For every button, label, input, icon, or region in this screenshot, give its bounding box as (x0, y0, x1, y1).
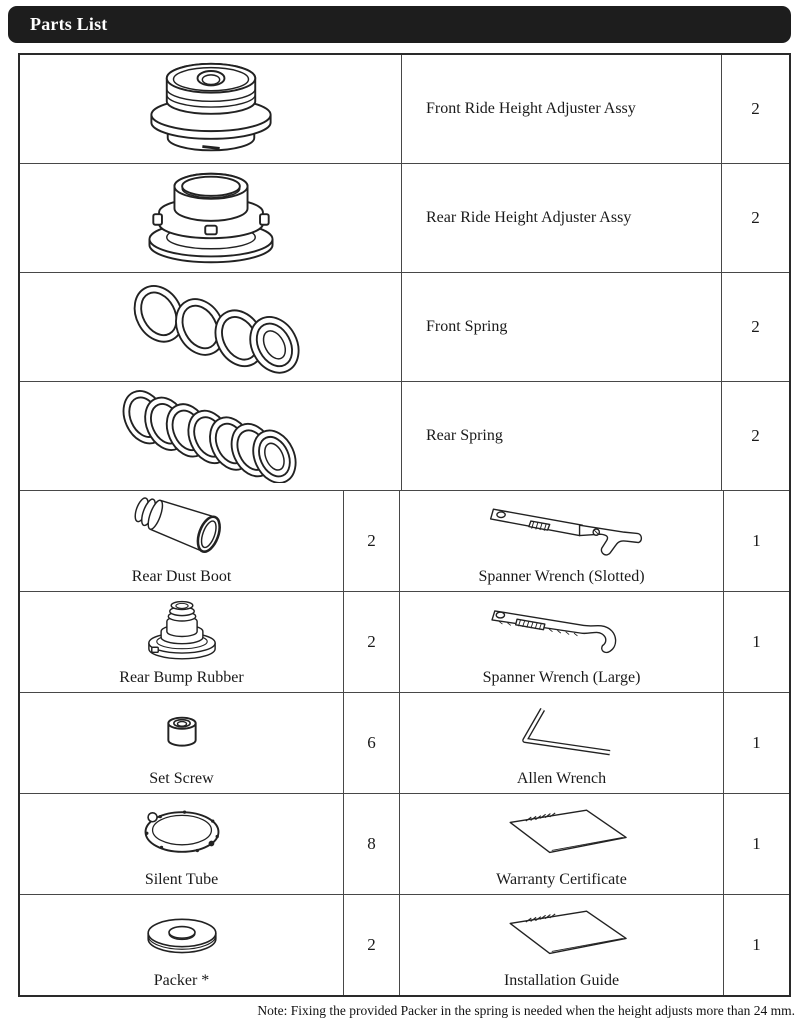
part-image (400, 794, 723, 870)
part-name: Spanner Wrench (Slotted) (478, 568, 645, 585)
set-screw-icon (117, 705, 247, 757)
part-cell (400, 895, 724, 995)
table-row (20, 693, 789, 794)
part-image-cell (20, 382, 402, 490)
part-name: Silent Tube (144, 871, 219, 888)
rear-ride-height-adjuster-icon (110, 168, 312, 268)
silent-tube-icon (118, 800, 246, 864)
parts-list-header-bar (8, 6, 791, 43)
part-image (20, 491, 343, 567)
table-row (20, 273, 789, 382)
parts-table (18, 53, 791, 997)
part-qty: 2 (367, 531, 376, 550)
part-image-cell (20, 164, 402, 272)
part-cell (20, 491, 344, 591)
table-row (20, 794, 789, 895)
part-name: Set Screw (149, 770, 214, 787)
part-qty-cell (722, 55, 789, 163)
part-name: Packer * (153, 972, 210, 989)
footnote: Note: Fixing the provided Packer in the spring is needed when the height adjusts more than 24 mm. (257, 1003, 795, 1018)
part-qty: 2 (751, 317, 760, 336)
part-name: Spanner Wrench (Large) (482, 669, 641, 686)
part-name: Installation Guide (503, 972, 620, 989)
part-cell (400, 592, 724, 692)
part-image (20, 693, 343, 769)
part-image-cell (20, 55, 402, 163)
installation-guide-icon (487, 902, 637, 964)
front-spring-icon (107, 280, 314, 374)
part-name: Rear Dust Boot (131, 568, 232, 585)
part-cell (20, 592, 344, 692)
part-name: Rear Bump Rubber (119, 669, 244, 686)
part-name-cell (402, 164, 722, 272)
part-qty: 1 (752, 733, 761, 752)
part-name: Rear Ride Height Adjuster Assy (426, 209, 632, 226)
part-qty: 8 (367, 834, 376, 853)
rear-bump-rubber-icon (110, 594, 254, 666)
part-name-cell (402, 55, 722, 163)
part-qty: 2 (751, 99, 760, 118)
part-qty: 1 (752, 531, 761, 550)
part-qty: 1 (752, 935, 761, 954)
part-name-cell (402, 273, 722, 381)
part-name: Warranty Certificate (496, 871, 627, 888)
part-qty: 2 (367, 935, 376, 954)
part-cell (20, 895, 344, 995)
part-qty-cell (724, 794, 789, 894)
table-row (20, 491, 789, 592)
table-row (20, 895, 789, 995)
table-row (20, 164, 789, 273)
rear-spring-icon (107, 389, 314, 483)
spanner-wrench-large-icon (478, 597, 645, 663)
packer-icon (117, 907, 247, 959)
rear-dust-boot-icon (109, 494, 255, 564)
part-qty-cell (344, 592, 400, 692)
part-qty-cell (722, 382, 789, 490)
part-qty-cell (344, 895, 400, 995)
part-cell (400, 491, 724, 591)
part-qty: 1 (752, 632, 761, 651)
part-qty-cell (722, 164, 789, 272)
part-qty-cell (724, 592, 789, 692)
part-name: Front Ride Height Adjuster Assy (426, 100, 636, 117)
part-image-cell (20, 273, 402, 381)
part-image (20, 794, 343, 870)
table-row (20, 592, 789, 693)
part-image (400, 693, 723, 769)
part-qty-cell (724, 895, 789, 995)
table-row (20, 382, 789, 491)
part-qty-cell (344, 491, 400, 591)
part-name: Allen Wrench (516, 770, 607, 787)
part-qty-cell (344, 794, 400, 894)
part-image (20, 592, 343, 668)
part-qty-cell (722, 273, 789, 381)
part-image (20, 895, 343, 971)
part-name: Front Spring (426, 318, 508, 335)
table-row (20, 55, 789, 164)
part-cell (400, 794, 724, 894)
part-image (400, 895, 723, 971)
part-qty: 2 (751, 208, 760, 227)
front-ride-height-adjuster-icon (110, 59, 312, 159)
allen-wrench-icon (477, 700, 647, 762)
part-cell (20, 794, 344, 894)
part-name-cell (402, 382, 722, 490)
part-qty: 6 (367, 733, 376, 752)
spanner-wrench-slotted-icon (478, 496, 645, 562)
part-qty: 2 (751, 426, 760, 445)
part-name: Rear Spring (426, 427, 503, 444)
part-image (400, 491, 723, 567)
part-qty-cell (724, 491, 789, 591)
page-title: Parts List (30, 14, 108, 34)
part-cell (400, 693, 724, 793)
part-qty: 2 (367, 632, 376, 651)
part-qty-cell (724, 693, 789, 793)
part-image (400, 592, 723, 668)
part-qty-cell (344, 693, 400, 793)
part-cell (20, 693, 344, 793)
part-qty: 1 (752, 834, 761, 853)
warranty-certificate-icon (487, 801, 637, 863)
